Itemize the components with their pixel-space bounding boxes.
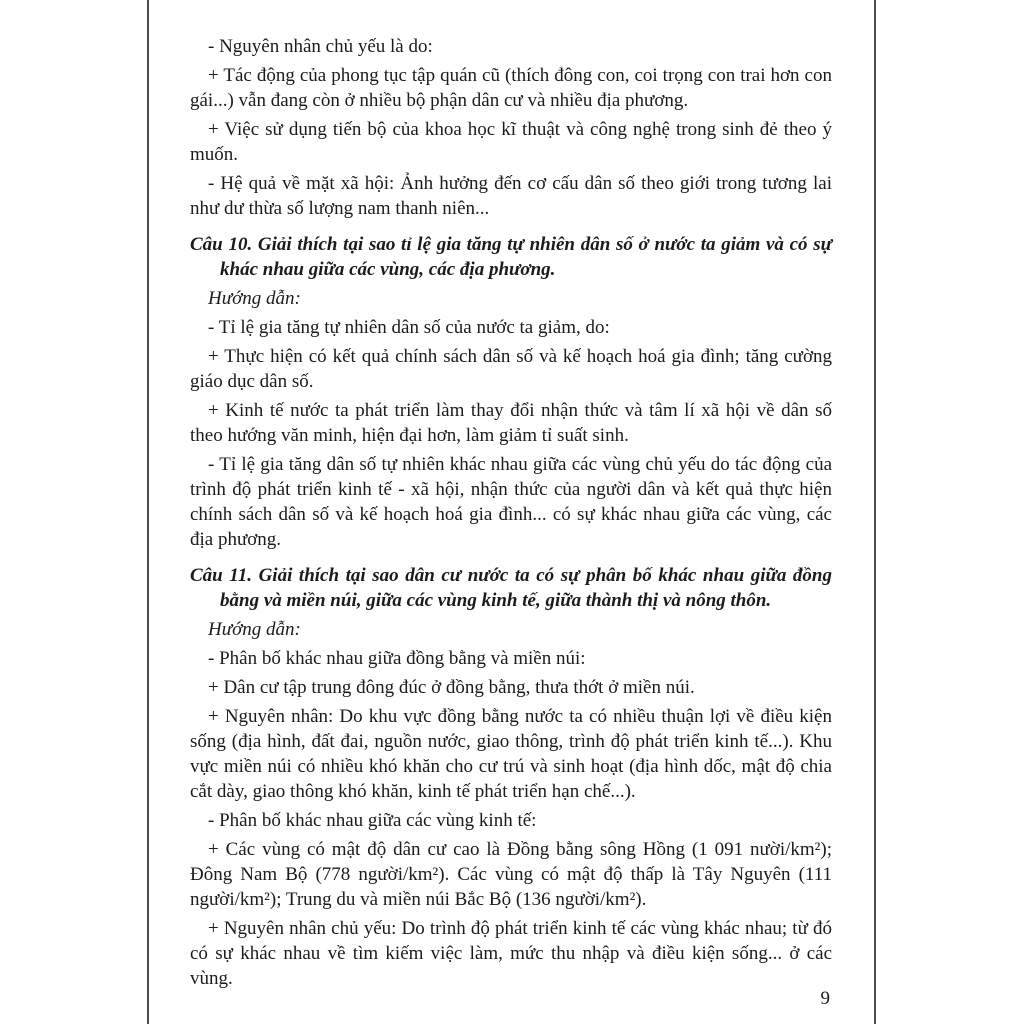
page-edge-line-right: [874, 0, 876, 1024]
body-paragraph: + Tác động của phong tục tập quán cũ (thích đông con, coi trọng con trai hơn con gái...) vẫn đang còn ở nhiều bộ phận dân cư và nhiều địa phương.: [190, 65, 832, 111]
guide-label: Hướng dẫn:: [208, 288, 301, 309]
body-paragraph: - Tỉ lệ gia tăng tự nhiên dân số của nước ta giảm, do:: [208, 317, 610, 338]
body-paragraph: - Nguyên nhân chủ yếu là do:: [208, 36, 433, 57]
body-paragraph: + Nguyên nhân chủ yếu: Do trình độ phát triển kinh tế các vùng khác nhau; từ đó có sự khác nhau về tìm kiếm việc làm, mức thu nhập và điều kiện sống... ở các vùng.: [190, 918, 832, 989]
body-paragraph: - Tỉ lệ gia tăng dân số tự nhiên khác nhau giữa các vùng chủ yếu do tác động của trình độ phát triển kinh tế - xã hội, nhận thức của người dân và kết quả thực hiện chính sách dân số và kế hoạch hoá gia đình... có sự khác nhau giữa các vùng, các địa phương.: [190, 454, 832, 550]
body-paragraph: + Kinh tế nước ta phát triển làm thay đổi nhận thức và tâm lí xã hội về dân số theo hướng văn minh, hiện đại hơn, làm giảm tỉ suất sinh.: [190, 400, 832, 446]
body-paragraph: - Phân bố khác nhau giữa các vùng kinh tế:: [208, 810, 537, 831]
body-paragraph: + Dân cư tập trung đông đúc ở đồng bằng, thưa thớt ở miền núi.: [208, 677, 695, 698]
body-paragraph: - Hệ quả về mặt xã hội: Ảnh hưởng đến cơ cấu dân số theo giới trong tương lai như dư thừa số lượng nam thanh niên...: [190, 173, 832, 219]
body-paragraph: + Việc sử dụng tiến bộ của khoa học kĩ thuật và công nghệ trong sinh đẻ theo ý muốn.: [190, 119, 832, 165]
question-11-heading: Câu 11. Giải thích tại sao dân cư nước ta có sự phân bố khác nhau giữa đồng bằng và miền núi, giữa các vùng kinh tế, giữa thành thị và nông thôn.: [190, 565, 832, 611]
page-edge-line-left: [147, 0, 149, 1024]
guide-label: Hướng dẫn:: [208, 619, 301, 640]
body-paragraph: + Thực hiện có kết quả chính sách dân số và kế hoạch hoá gia đình; tăng cường giáo dục dân số.: [190, 346, 832, 392]
page-number: 9: [820, 988, 830, 1009]
body-paragraph: - Phân bố khác nhau giữa đồng bằng và miền núi:: [208, 648, 586, 669]
page-text-block: [190, 30, 832, 1024]
body-paragraph: + Nguyên nhân: Do khu vực đồng bằng nước ta có nhiều thuận lợi về điều kiện sống (địa hình, đất đai, nguồn nước, giao thông, trình độ phát triển kinh tế...). Khu vực miền núi có nhiều khó khăn cho cư trú và sinh hoạt (địa hình dốc, mật độ chia cắt dày, giao thông khó khăn, kinh tế phát triển hạn chế...).: [190, 706, 832, 802]
body-paragraph: + Các vùng có mật độ dân cư cao là Đồng bằng sông Hồng (1 091 nười/km²); Đông Nam Bộ (778 người/km²). Các vùng có mật độ thấp là Tây Nguyên (111 người/km²); Trung du và miền núi Bắc Bộ (136 người/km²).: [190, 839, 832, 910]
question-10-heading: Câu 10. Giải thích tại sao tỉ lệ gia tăng tự nhiên dân số ở nước ta giảm và có sự khác nhau giữa các vùng, các địa phương.: [190, 234, 832, 280]
